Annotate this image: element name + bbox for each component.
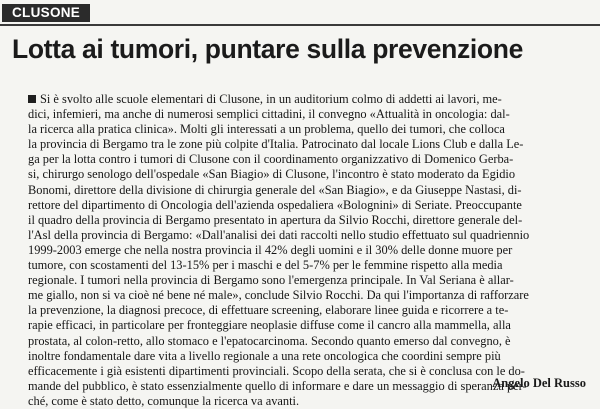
article-line-text: Si è svolto alle scuole elementari di Clusone, in un auditorium colmo di addetti ai lavori, me-	[40, 92, 502, 106]
article-line: la ricerca alla pratica clinica». Molti gli interessati a un problema, quello dei tumori, che colloca	[28, 122, 505, 137]
article-line: inoltre fondamentale dare vita a livello regionale a una rete oncologica che coordini sempre più	[28, 348, 501, 363]
article-line: ché, come è stato detto, comunque la ricerca va avanti.	[28, 393, 300, 408]
article-body	[28, 92, 598, 409]
article-line: ga per la lotta contro i tumori di Clusone con il coordinamento organizzativo di Domenico Gerba-	[28, 152, 514, 167]
article-line: la provincia di Bergamo tra le zone più colpite d'Italia. Patrocinato dal locale Lions Club e dalla Le-	[28, 137, 524, 152]
article-line: 1999-2003 emerge che nella nostra provincia il 42% degli uomini e il 30% delle donne muore per	[28, 242, 513, 257]
section-header-bar	[0, 0, 600, 26]
article-line: mande del pubblico, è stato essenzialmente quello di informare e dare un messaggio di speranza per-	[28, 378, 527, 393]
article-author: Angelo Del Russo	[492, 376, 586, 390]
article-line: efficacemente i già esistenti dipartimenti provinciali. Scopo della serata, che si è conclusa con le do-	[28, 363, 525, 378]
article-line: Bonomi, direttore della divisione di chirurgia generale del «San Biagio», e da Giuseppe Nastasi, di-	[28, 182, 522, 197]
article-line: regionale. I tumori nella provincia di Bergamo sono l'emergenza principale. In Val Seriana è allar-	[28, 273, 514, 288]
article-line: rapie efficaci, in particolare per fronteggiare neoplasie diffuse come il cancro alla mammella, alla	[28, 318, 511, 333]
article-line: me giallo, non si va cioè né bene né male», conclude Silvio Rocchi. Da qui l'importanza di rafforzare	[28, 288, 529, 303]
article-line: rettore del dipartimento di Oncologia dell'azienda ospedaliera «Bolognini» di Seriate. Preoccupante	[28, 197, 522, 212]
article-line: il quadro della provincia di Bergamo presentato in apertura da Silvio Rocchi, direttore generale del-	[28, 212, 523, 227]
article-line: prostata, al colon-retto, allo stomaco e l'epatocarcinoma. Secondo quanto emerso dal convegno, è	[28, 333, 511, 348]
paragraph-bullet-icon	[28, 95, 36, 103]
article-line: si, chirurgo senologo dell'ospedale «San Biagio» di Clusone, l'incontro è stato moderato da Egidio	[28, 167, 516, 182]
article-line: l'Asl della provincia di Bergamo: «Dall'analisi dei dati raccolti nello studio effettuato sul quadriennio	[28, 227, 530, 242]
article-line: dici, infemieri, ma anche di numerosi semplici cittadini, il convegno «Attualità in oncologia: dal-	[28, 107, 510, 122]
article-line: la prevenzione, la diagnosi precoce, di effettuare screening, elaborare linee guida e ricorrere a te-	[28, 303, 509, 318]
article-headline: Lotta ai tumori, puntare sulla prevenzione	[12, 34, 523, 64]
section-kicker: CLUSONE	[2, 4, 90, 22]
article-line	[28, 92, 598, 107]
article-line: tumore, con scostamenti del 13-15% per i maschi e del 5-7% per le femmine rispetto alla media	[28, 258, 503, 273]
